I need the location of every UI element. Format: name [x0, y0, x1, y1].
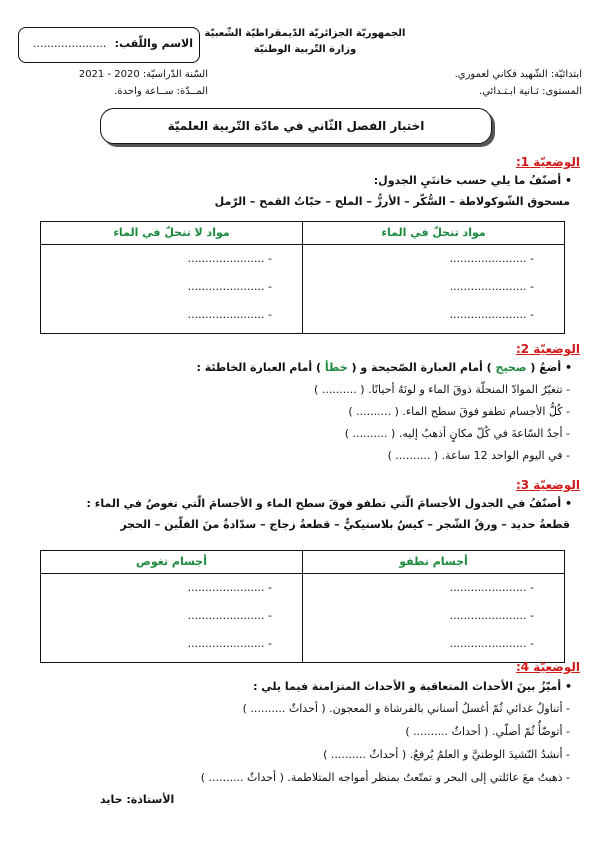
situation3-col-right-cell[interactable] [303, 574, 565, 663]
answer-line: - ...................... [187, 609, 272, 622]
exam-title-box [100, 108, 492, 144]
situation2-statement: - تتغيّرُ الموادّ المنحلّة ذوقَ الماء و لونَهُ أحيانًا. ( .......... ) [314, 383, 570, 396]
exam-duration: المــدّة: ســاعة واحدة. [114, 86, 208, 97]
situation1-col-right-header: مواد تنحلّ في الماء [303, 222, 565, 245]
situation4-instruction: • أميّزُ بينَ الأحداث المتعاقبة و الأحداث المتزامنة فيما يلي : [253, 680, 572, 693]
answer-line: - ...................... [449, 609, 534, 622]
exam-title: اختبار الفصل الثّاني في مادّة التّربية العلميّة [167, 119, 425, 133]
situation4-statement: - أتناولُ غدائي ثُمّ أغسلُ أسناني بالفرشاة و المعجون. ( أحداثٌ .......... ) [242, 702, 570, 715]
situation3-col-left-header: أجسام تغوص [41, 551, 303, 574]
school-name: ابتدائيّة: الشّهيد فكاني لعموري. [454, 69, 582, 80]
teacher-signature [100, 793, 174, 806]
name-dots: ..................... [33, 37, 107, 50]
situation1-col-left-header: مواد لا تنحلّ في الماء [41, 222, 303, 245]
republic-title: الجمهوريّة الجزائريّة الدّيمقراطيّة الشّعبيّة [204, 28, 406, 39]
answer-line: - ...................... [187, 252, 272, 265]
situation3-instruction: • أصنّفُ في الجدول الأجسامَ الّتي تطفو فوقَ سطح الماء و الأجسامَ الّتي تغوصُ في الماء : [86, 497, 572, 510]
class-level: المستوى: ثـانية ابـتـدائي. [479, 86, 582, 97]
name-box[interactable] [18, 27, 200, 63]
situation3-col-right-header: أجسام تطفو [303, 551, 565, 574]
situation1-instruction: • أصنّفُ ما يلي حسب خانتَيِ الجدول: [373, 174, 572, 187]
situation3-label: الوضعيّة 3: [515, 478, 580, 492]
wrong-word: خطأ [324, 361, 348, 374]
situation2-label: الوضعيّة 2: [515, 342, 580, 356]
teacher-label: الأستاذة: [126, 793, 175, 806]
answer-line: - ...................... [449, 581, 534, 594]
answer-line: - ...................... [187, 581, 272, 594]
situation2-statement: - كُلُّ الأجسام تطفو فوقَ سطح الماء. ( .......... ) [348, 405, 570, 418]
situation4-statement: - ذهبتُ معَ عائلتي إلى البحر و تمتّعتُ بمنظر أمواجه المتلاطمة. ( أحداثٌ .......... ) [200, 771, 570, 784]
situation4-statement: - أنشدُ النّشيدَ الوطنيَّ و العلمُ يُرفعُ. ( أحداثٌ .......... ) [323, 748, 570, 761]
answer-line: - ...................... [449, 252, 534, 265]
situation3-table [40, 550, 565, 663]
answer-line: - ...................... [449, 280, 534, 293]
answer-line: - ...................... [187, 280, 272, 293]
situation1-col-left-cell[interactable] [41, 245, 303, 334]
teacher-name: حايد [100, 793, 123, 806]
situation1-col-right-cell[interactable] [303, 245, 565, 334]
situation2-statement: - أجدُ السّاعةَ في كُلّ مكانٍ أذهبُ إليه. ( .......... ) [344, 427, 570, 440]
correct-word: صحيح [495, 361, 527, 374]
situation4-statement: - أتوضّأُ ثُمّ أصلّي. ( أحداثٌ .......... ) [405, 725, 570, 738]
answer-line: - ...................... [187, 637, 272, 650]
school-year: السّنة الدّراسيّة: 2020 - 2021 [78, 69, 208, 80]
name-label: الاسم واللّقب: [114, 37, 193, 50]
situation2-instruction: • أضعُ ( صحيح ) أمام العبارة الصّحيحة و ( خطأ ) أمام العبارة الخاطئة : [196, 361, 572, 374]
situation1-label: الوضعيّة 1: [515, 155, 580, 169]
situation3-items: قطعةُ حديد – ورقُ الشّجر – كيسٌ بلاستيكيٌّ – قطعةُ زجاج – سدّادةٌ منَ الفلّين – الحجر [120, 518, 570, 531]
situation1-items: مسحوق الشّوكولاطة – السُّكّر – الأرزُّ – الملح – حبّاتُ القمح – الرّمل [214, 195, 570, 208]
situation1-instruction-text: أصنّفُ ما يلي حسب خانتَيِ الجدول: [373, 174, 562, 187]
situation2-statement: - في اليوم الواحد 12 ساعة. ( .......... ) [387, 449, 570, 462]
ministry-title: وزارة التّربية الوطنيّة [253, 44, 357, 55]
answer-line: - ...................... [449, 308, 534, 321]
situation3-col-left-cell[interactable] [41, 574, 303, 663]
answer-line: - ...................... [449, 637, 534, 650]
situation4-label: الوضعيّة 4: [515, 660, 580, 674]
answer-line: - ...................... [187, 308, 272, 321]
situation1-table [40, 221, 565, 334]
